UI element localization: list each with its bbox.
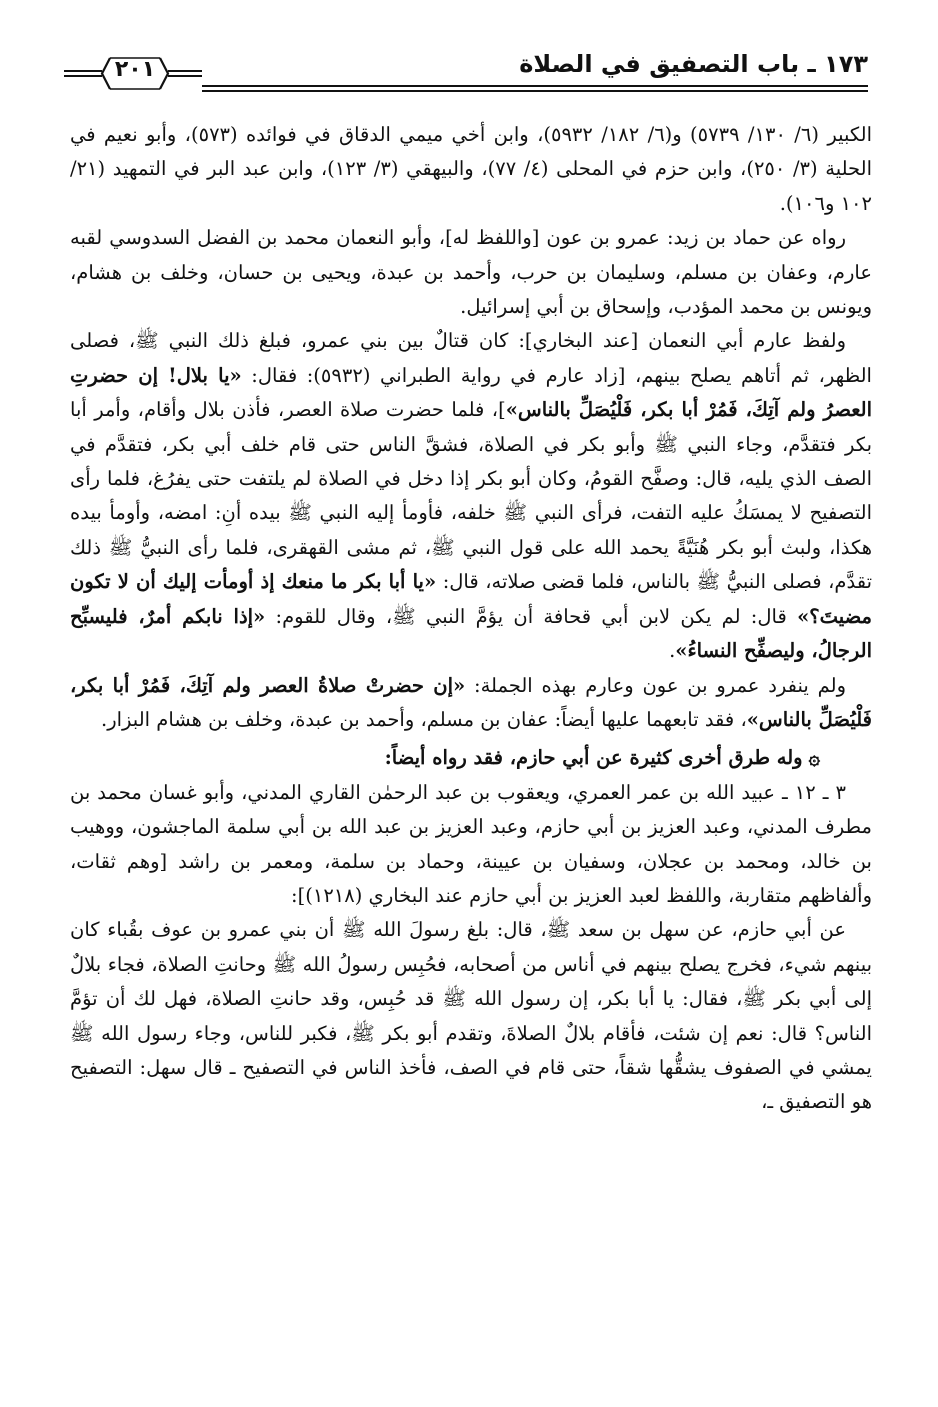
- hadith-quote: «يا أبا بكر ما منعك إذ أومأت إليك أن لا تكون مضيتَ؟»: [70, 570, 873, 628]
- header-rule-lower: [202, 90, 868, 92]
- body-paragraph: [70, 669, 872, 738]
- hadith-quote: «إذا نابكم أمرٌ، فليسبِّح الرجالُ، وليصفِّح النساءُ»: [70, 604, 872, 663]
- text-run: ولفظ عارم أبي النعمان [عند البخاري]: كان قتالٌ بين بني عمرو، فبلغ ذلك النبي ﷺ، فصلى الظهر، ثم أتاهم يصلح بينهم، [زاد عارم في رواية الطبراني (٥٩٣٢): فقال:: [70, 329, 872, 387]
- text-run: ]، فلما حضرت صلاة العصر، فأذن بلال وأقام، وأمر أبا بكر فتقدَّم، وجاء النبي ﷺ وأبو بكر في الصلاة، فشقَّ الناس حتى قام خلف أبي بكر، فتقدَّم في الصف الذي يليه، قال: وصفَّح القومُ، وكان أبو بكر إذا دخل في الصلاة لم يلتفت حتى يفرُغ، فلما رأى التصفيح لا يمسَكُ عليه التفت، فرأى النبي ﷺ خلفه، فأومأ إليه النبي ﷺ بيده أنِ: امضه، وأومأ بيده هكذا، ولبث أبو بكر هُنَيَّةً يحمد الله على قول النبي ﷺ، ثم مشى القهقرى، فلما رأى النبيُّ ﷺ ذلك تقدَّم، فصلى النبيُّ ﷺ بالناس، فلما قضى صلاته، قال:: [70, 398, 872, 594]
- page-number: ٢٠١: [114, 57, 156, 82]
- body-paragraph: [70, 324, 872, 668]
- text-run: قال: لم يكن لابن أبي قحافة أن يؤمَّ النبي ﷺ، وقال للقوم:: [265, 604, 798, 628]
- body-paragraph: الكبير (٦/ ١٣٠/ ٥٧٣٩) و(٦/ ١٨٢/ ٥٩٣٢)، وابن أخي ميمي الدقاق في فوائده (٥٧٣)، وأبو نعيم في الحلية (٣/ ٢٥٠)، وابن حزم في المحلى (٤/ ٧٧)، والبيهقي (٣/ ١٢٣)، وابن عبد البر في التمهيد (٢١/ ١٠٢ و١٠٦).: [70, 123, 872, 215]
- body-paragraph: رواه عن حماد بن زيد: عمرو بن عون [واللفظ له]، وأبو النعمان محمد بن الفضل السدوسي لقبه عارم، وعفان بن مسلم، وسليمان بن حرب، وأحمد بن عبدة، ويحيى بن حسان، وخلف بن هشام، ويونس بن محمد المؤدب، وإسحاق بن أبي إسرائيل.: [70, 226, 872, 319]
- page-header: [62, 44, 868, 96]
- hadith-quote: «إن حضرتْ صلاةُ العصر ولم آتِكَ، فَمُرْ أبا بكر، فَلْيُصَلِّ بالناس»: [70, 673, 872, 731]
- page-body: [70, 118, 872, 1120]
- running-title: ١٧٣ ـ باب التصفيق في الصلاة: [519, 50, 868, 78]
- text-run: ولم ينفرد عمرو بن عون وعارم بهذه الجملة:: [465, 673, 846, 697]
- section-heading-text: وله طرق أخرى كثيرة عن أبي حازم، فقد رواه أيضاً:: [384, 746, 803, 770]
- body-paragraph: عن أبي حازم، عن سهل بن سعد ﷺ، قال: بلغ رسولَ الله ﷺ أن بني عمرو بن عوف بقُباء كان بينهم شيء، فخرج يصلح بينهم في أناس من أصحابه، فحُبِس رسولُ الله ﷺ وحانتِ الصلاة، فجاء بلالٌ إلى أبي بكر ﷺ، فقال: يا أبا بكر، إن رسول الله ﷺ قد حُبِس، وقد حانتِ الصلاة، فهل لك أن تؤمَّ الناس؟ قال: نعم إن شئت، فأقام بلالٌ الصلاةَ، وتقدم أبو بكر ﷺ، فكبر للناس، وجاء رسول الله ﷺ يمشي في الصفوف يشقُّها شقاً، حتى قام في الصف، فأخذ الناس في التصفيح ـ قال سهل: التصفيح هو التصفيق ـ،: [70, 918, 872, 1114]
- hadith-quote: «يا بلال! إن حضرتِ العصرُ ولم آتِكَ، فَمُرْ أبا بكر، فَلْيُصَلِّ بالناس»: [70, 363, 872, 422]
- section-heading: [70, 741, 872, 775]
- page-number-ornament: [62, 54, 202, 92]
- body-paragraph: ٣ ـ ١٢ ـ عبيد الله بن عمر العمري، ويعقوب بن عبد الرحمٰن القاري المدني، وأبو غسان محمد بن مطرف المدني، وعبد العزيز بن أبي حازم، وعبد العزيز بن عبد الله بن أبي سلمة الماجشون، ووهيب بن خالد، ومحمد بن عجلان، وسفيان بن عيينة، وحماد بن سلمة، ومعمر بن راشد [وهم ثقات، وألفاظهم متقاربة، واللفظ لعبد العزيز بن أبي حازم عند البخاري (١٢١٨)]:: [70, 780, 872, 907]
- header-rule-upper: [202, 85, 868, 87]
- section-marker-icon: ۞: [808, 746, 820, 770]
- text-run: .: [669, 639, 676, 663]
- text-run: ، فقد تابعهما عليها أيضاً: عفان بن مسلم، وأحمد بن عبدة، وخلف بن هشام البزار.: [101, 707, 747, 731]
